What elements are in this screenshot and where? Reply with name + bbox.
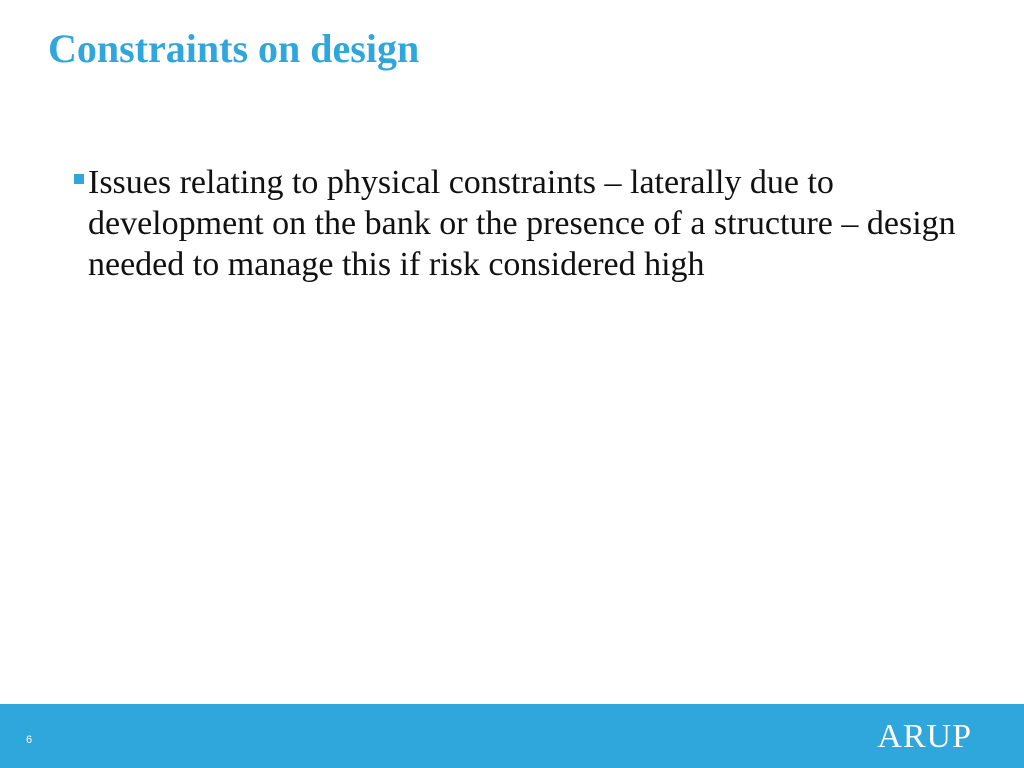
- page-number: 6: [26, 734, 33, 746]
- bullet-item: [76, 162, 981, 285]
- arup-logo: ARUP: [877, 718, 972, 755]
- footer-bar: [0, 704, 1024, 768]
- square-bullet-icon: [74, 174, 84, 184]
- bullet-list: [76, 162, 981, 285]
- slide-title: Constraints on design: [48, 26, 420, 71]
- bullet-text: Issues relating to physical constraints – laterally due to development on the bank or the presence of a structure – design needed to manage this if risk considered high: [88, 164, 956, 283]
